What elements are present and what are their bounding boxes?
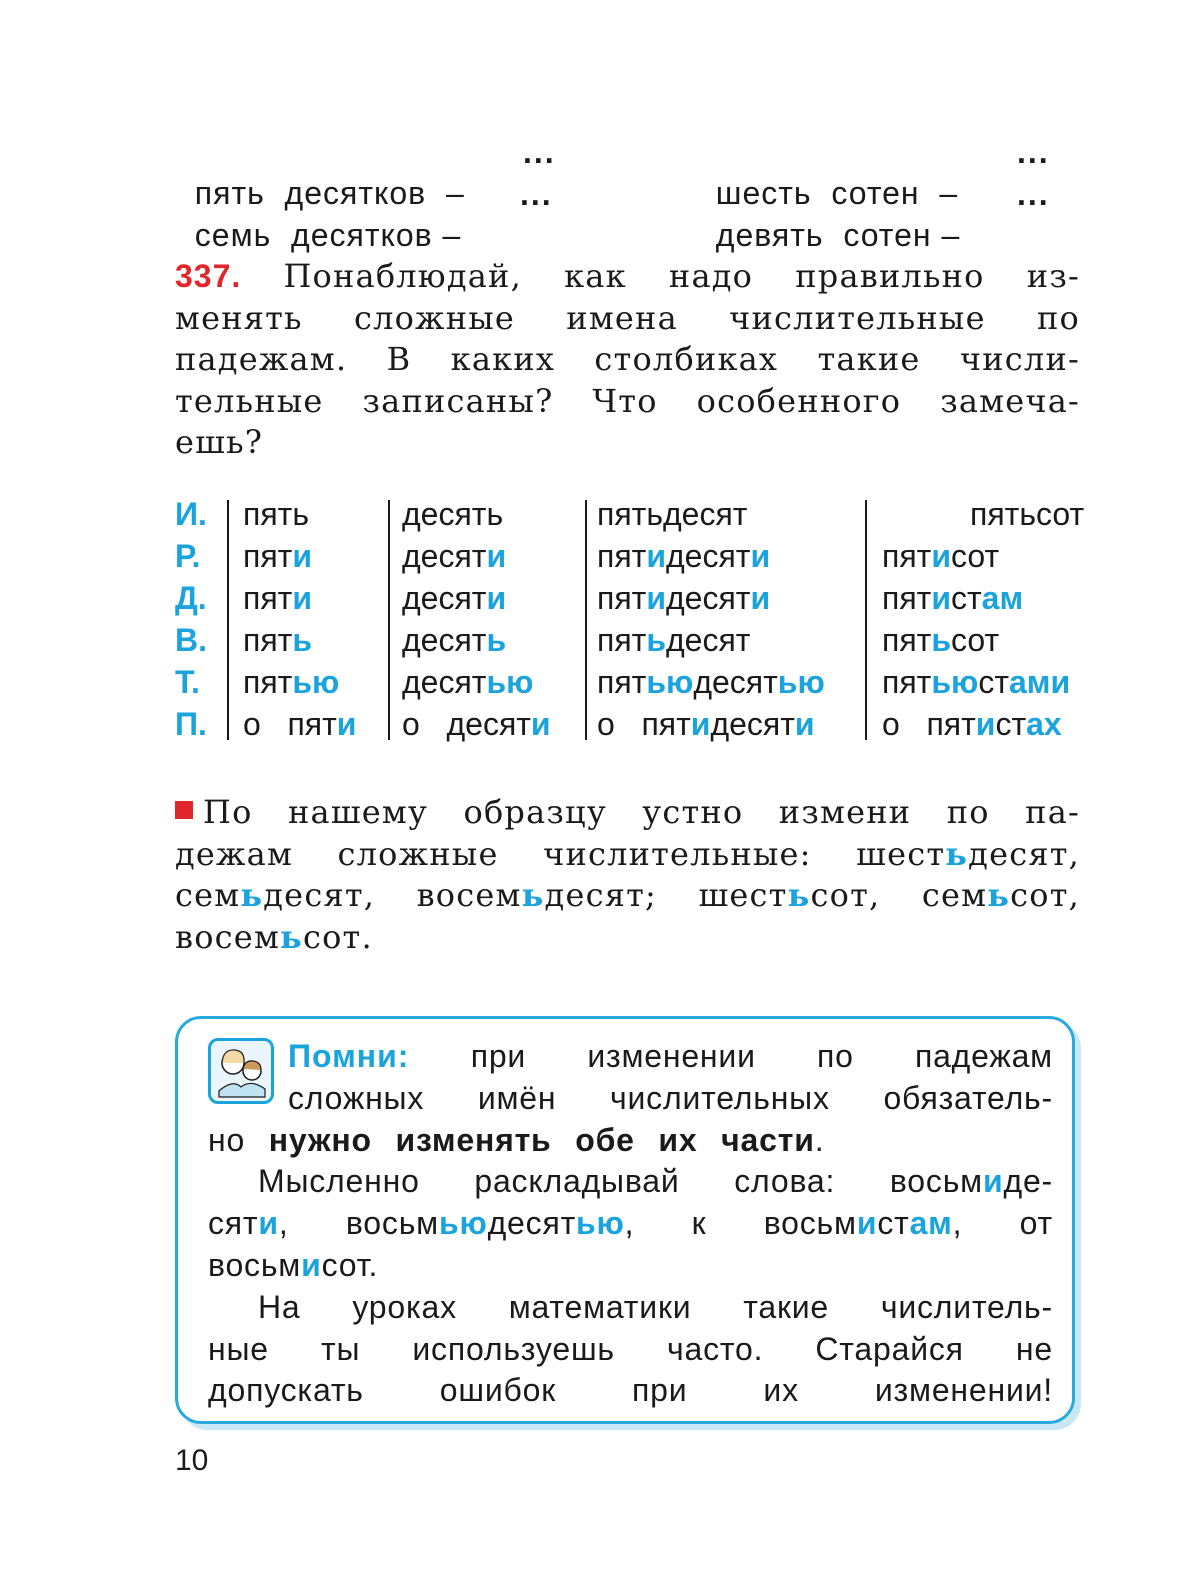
top-line-text: шесть сотен – bbox=[715, 175, 959, 211]
rule-line: ные ты используешь часто. Старайся не bbox=[208, 1330, 1053, 1367]
case-label: И. bbox=[175, 496, 207, 532]
exercise-line: ешь? bbox=[175, 423, 264, 462]
children-icon bbox=[208, 1038, 274, 1104]
rule-line: На уроках математики такие числитель- bbox=[258, 1288, 1053, 1325]
top-line-text: девять сотен – bbox=[715, 217, 961, 253]
exercise-line: 337. Понаблюдай, как надо правильно из- bbox=[175, 257, 1080, 295]
rule-title: Помни: bbox=[288, 1038, 410, 1074]
rule-line: Мысленно раскладывай слова: восьмиде- bbox=[258, 1163, 1053, 1200]
case-label: Р. bbox=[175, 538, 201, 574]
table-cell: пять bbox=[243, 496, 309, 532]
task-text bbox=[175, 792, 1080, 958]
table-cell: пятидесяти bbox=[597, 538, 771, 574]
page-number: 10 bbox=[175, 1444, 209, 1477]
table-cell: пятьсот bbox=[970, 496, 1085, 532]
rule-line: Помни: при изменении по падежам bbox=[288, 1038, 1053, 1074]
column-divider bbox=[227, 500, 229, 740]
task-line: По нашему образцу устно измени по па- bbox=[175, 792, 1080, 834]
table-cell: пятисот bbox=[882, 538, 1000, 574]
rule-line: допускать ошибок при их изменении! bbox=[208, 1372, 1053, 1409]
column-divider bbox=[585, 500, 587, 740]
rule-line: но нужно изменять обе их части. bbox=[208, 1121, 825, 1158]
table-cell: десятью bbox=[402, 664, 534, 700]
task-line: дежам сложные числительные: шестьдесят, bbox=[175, 834, 1080, 873]
table-cell: пятьдесят bbox=[597, 622, 751, 658]
ellipsis: ... bbox=[1017, 134, 1050, 170]
table-cell: пятью bbox=[243, 664, 340, 700]
exercise-line: менять сложные имена числительные по bbox=[175, 298, 1080, 337]
table-cell: пятидесяти bbox=[597, 580, 771, 616]
table-cell: пяти bbox=[243, 538, 312, 574]
task-marker-icon bbox=[175, 801, 193, 819]
column-divider bbox=[388, 500, 390, 740]
rule-line: сложных имён числительных обязатель- bbox=[288, 1079, 1053, 1116]
column-divider bbox=[865, 500, 867, 740]
table-cell: о пятистах bbox=[882, 706, 1062, 742]
ellipsis: ... bbox=[520, 176, 553, 212]
rule-line: восьмисот. bbox=[208, 1246, 379, 1283]
case-label: В. bbox=[175, 622, 207, 658]
table-cell: пяти bbox=[243, 580, 312, 616]
table-cell: пятьдесят bbox=[597, 496, 748, 532]
table-cell: пятистам bbox=[882, 580, 1024, 616]
table-cell: десять bbox=[402, 496, 504, 532]
rule-line: сяти, восьмьюдесятью, к восьмистам, от bbox=[208, 1205, 1053, 1242]
exercise-text bbox=[175, 256, 1080, 464]
exercise-line: падежам. В каких столбиках такие числи- bbox=[175, 340, 1080, 379]
case-label: П. bbox=[175, 706, 207, 742]
table-cell: о пятидесяти bbox=[597, 706, 815, 742]
case-label: Д. bbox=[175, 580, 207, 616]
table-cell: пятьюстами bbox=[882, 664, 1071, 700]
task-line: восемьсот. bbox=[175, 917, 373, 956]
table-cell: десяти bbox=[402, 580, 507, 616]
table-cell: о пяти bbox=[243, 706, 357, 742]
task-line: семьдесят, восемьдесят; шестьсот, семьсот, bbox=[175, 876, 1080, 915]
exercise-number: 337. bbox=[175, 258, 242, 294]
top-line-left-2 bbox=[175, 180, 461, 254]
rule-text bbox=[208, 1036, 1053, 1412]
case-label: Т. bbox=[175, 664, 200, 700]
table-cell: десять bbox=[402, 622, 507, 658]
table-cell: пять bbox=[243, 622, 312, 658]
table-cell: десяти bbox=[402, 538, 507, 574]
table-cell: пятьсот bbox=[882, 622, 1000, 658]
table-cell: о десяти bbox=[402, 706, 551, 742]
top-line-text: пять десятков – bbox=[194, 175, 465, 211]
ellipsis: ... bbox=[523, 134, 556, 170]
table-cell: пятьюдесятью bbox=[597, 664, 825, 700]
top-line-text: семь десятков – bbox=[194, 217, 462, 253]
ellipsis: ... bbox=[1017, 176, 1050, 212]
top-line-right-2 bbox=[696, 180, 960, 254]
exercise-line: тельные записаны? Что особенного замеча- bbox=[175, 381, 1080, 420]
